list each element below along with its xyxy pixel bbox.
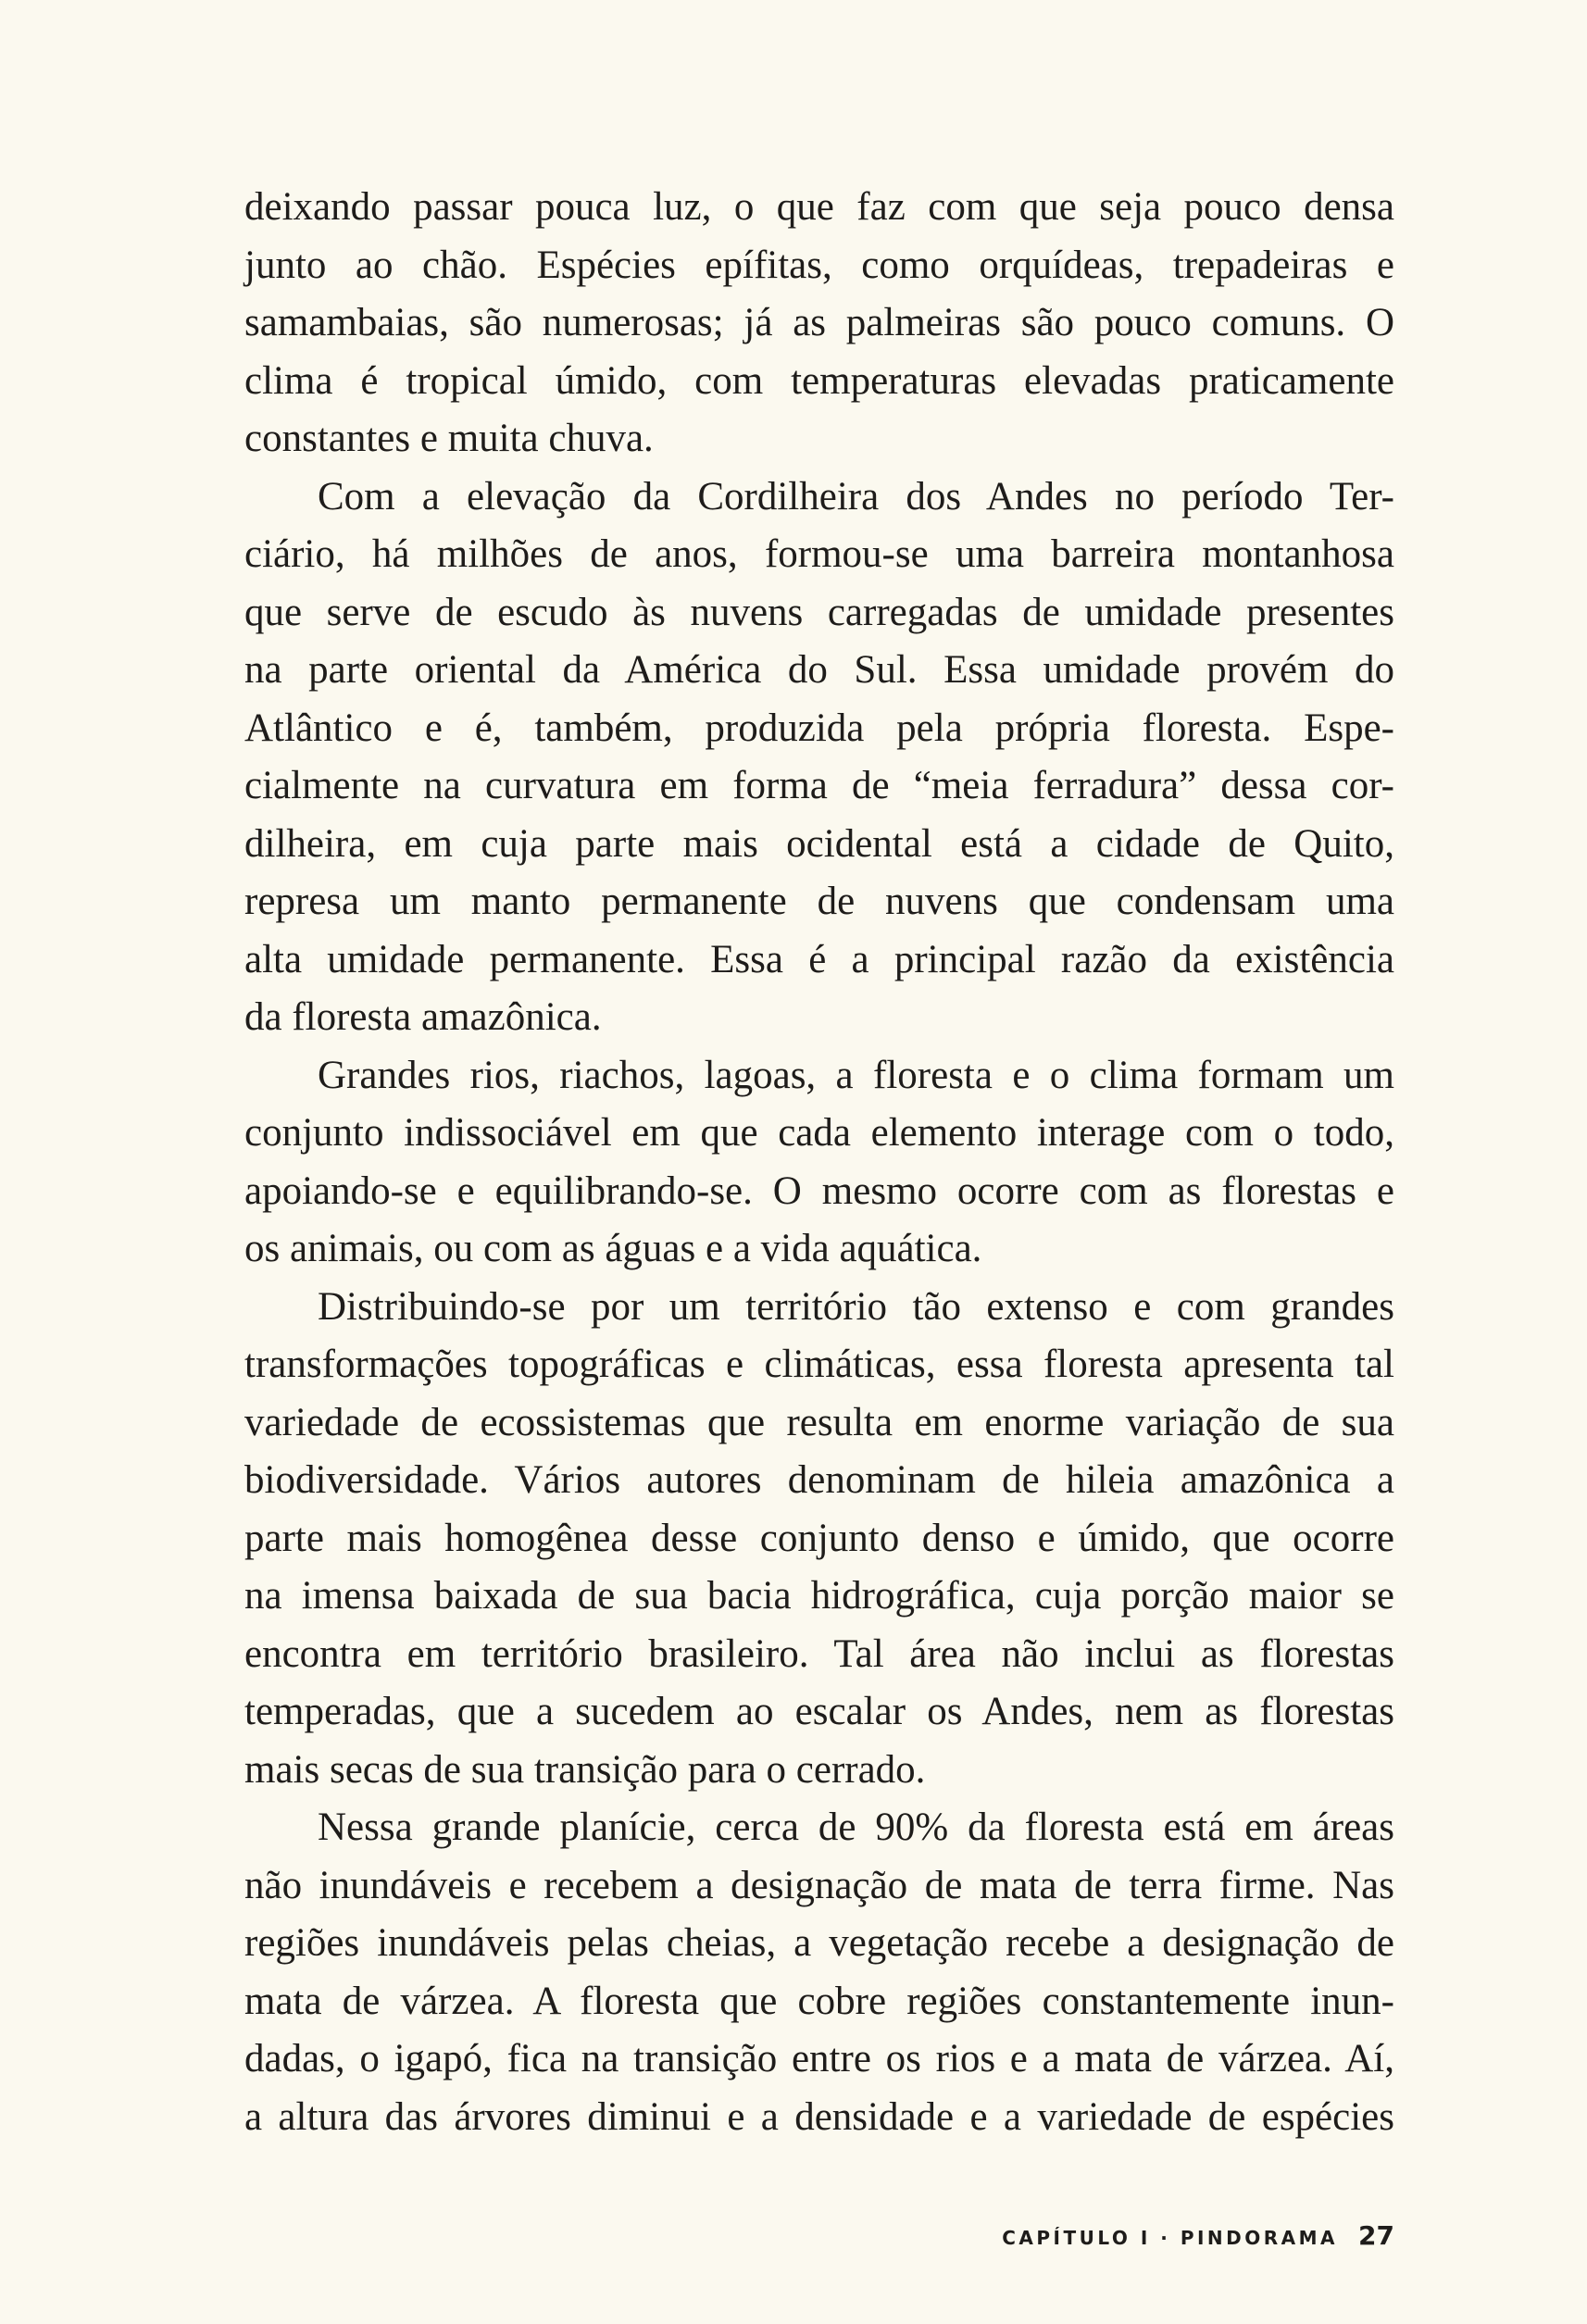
- text-line: Atlântico e é, também, produzida pela própria floresta. Espe-: [244, 706, 1394, 750]
- text-line: que serve de escudo às nuvens carregadas de umidade presentes: [244, 590, 1394, 634]
- paragraph: [244, 469, 1394, 1047]
- page-number: 27: [1358, 2220, 1394, 2251]
- text-line: deixando passar pouca luz, o que faz com que seja pouco densa: [244, 185, 1394, 229]
- text-line: regiões inundáveis pelas cheias, a vegetação recebe a designação de: [244, 1921, 1394, 1965]
- text-line: Com a elevação da Cordilheira dos Andes no período Ter-: [318, 474, 1394, 519]
- text-line: da floresta amazônica.: [244, 995, 602, 1039]
- paragraph: [244, 179, 1394, 469]
- text-line: apoiando-se e equilibrando-se. O mesmo ocorre com as florestas e: [244, 1168, 1394, 1213]
- text-line: a altura das árvores diminui e a densidade e a variedade de espécies: [244, 2094, 1394, 2139]
- running-head: CAPÍTULO I · PINDORAMA: [1002, 2227, 1339, 2249]
- paragraph: [244, 1799, 1394, 2146]
- text-line: represa um manto permanente de nuvens que condensam uma: [244, 880, 1394, 923]
- text-line: clima é tropical úmido, com temperaturas elevadas praticamente: [244, 358, 1394, 403]
- text-line: cialmente na curvatura em forma de “meia ferradura” dessa cor-: [244, 764, 1394, 807]
- body-text: [244, 179, 1394, 2146]
- paragraph: [244, 1279, 1394, 1800]
- text-line: biodiversidade. Vários autores denominam de hileia amazônica a: [244, 1458, 1394, 1502]
- text-line: mais secas de sua transição para o cerrado.: [244, 1747, 926, 1792]
- text-line: não inundáveis e recebem a designação de mata de terra firme. Nas: [244, 1863, 1394, 1907]
- text-line: conjunto indissociável em que cada elemento interage com o todo,: [244, 1111, 1394, 1155]
- text-line: dadas, o igapó, fica na transição entre os rios e a mata de várzea. Aí,: [244, 2037, 1394, 2080]
- text-line: parte mais homogênea desse conjunto denso e úmido, que ocorre: [244, 1516, 1394, 1560]
- text-line: ciário, há milhões de anos, formou-se uma barreira montanhosa: [244, 532, 1394, 576]
- text-line: junto ao chão. Espécies epífitas, como orquídeas, trepadeiras e: [244, 243, 1394, 287]
- text-line: mata de várzea. A floresta que cobre regiões constantemente inun-: [244, 1979, 1394, 2023]
- text-line: constantes e muita chuva.: [244, 417, 654, 460]
- text-line: na imensa baixada de sua bacia hidrográfica, cuja porção maior se: [244, 1574, 1394, 1618]
- text-line: Distribuindo-se por um território tão extenso e com grandes: [318, 1284, 1394, 1329]
- text-line: Grandes rios, riachos, lagoas, a floresta e o clima formam um: [318, 1053, 1394, 1097]
- text-line: temperadas, que a sucedem ao escalar os Andes, nem as florestas: [244, 1690, 1394, 1733]
- text-line: os animais, ou com as águas e a vida aquática.: [244, 1227, 982, 1270]
- text-line: encontra em território brasileiro. Tal área não inclui as florestas: [244, 1631, 1394, 1676]
- text-line: na parte oriental da América do Sul. Essa umidade provém do: [244, 648, 1394, 692]
- paragraph: [244, 1047, 1394, 1279]
- text-line: samambaias, são numerosas; já as palmeiras são pouco comuns. O: [244, 301, 1394, 344]
- page-footer: [1002, 2220, 1394, 2251]
- text-line: transformações topográficas e climáticas, essa floresta apresenta tal: [244, 1343, 1394, 1386]
- text-line: variedade de ecossistemas que resulta em enorme variação de sua: [244, 1400, 1394, 1444]
- text-line: dilheira, em cuja parte mais ocidental está a cidade de Quito,: [244, 821, 1394, 866]
- text-line: Nessa grande planície, cerca de 90% da floresta está em áreas: [318, 1805, 1394, 1849]
- text-line: alta umidade permanente. Essa é a principal razão da existência: [244, 937, 1394, 981]
